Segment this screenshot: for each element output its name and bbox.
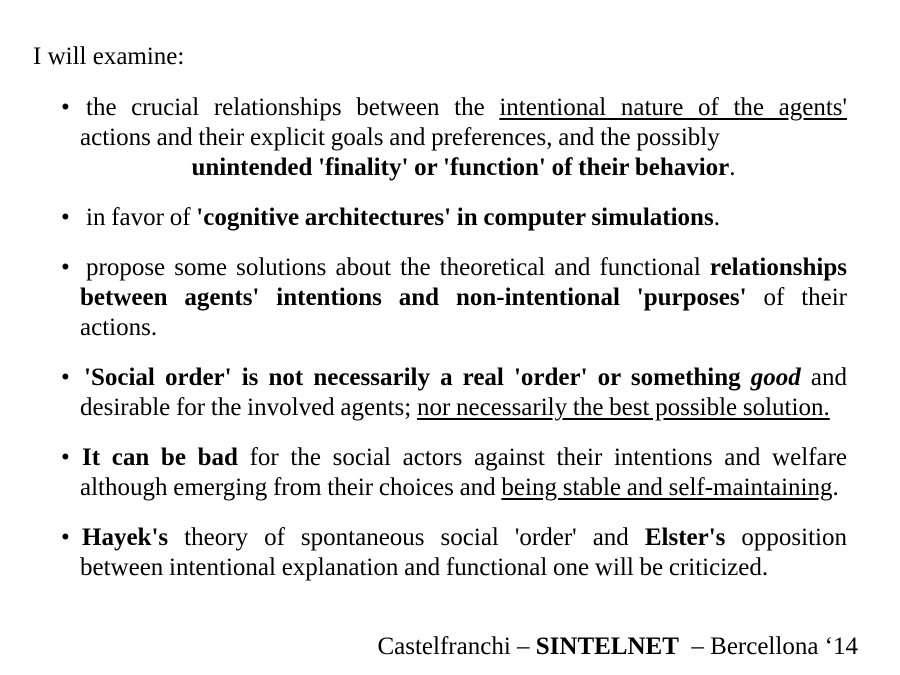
text-segment: Castelfranchi –	[377, 633, 536, 660]
footer-credit	[377, 632, 858, 662]
text-segment: opposition	[725, 524, 847, 551]
bullet-dot-icon: •	[61, 364, 70, 391]
text-line	[80, 203, 847, 233]
bullet-item	[61, 93, 848, 183]
text-segment: It can be bad	[82, 444, 238, 471]
text-line	[80, 553, 847, 583]
text-segment: and	[800, 364, 847, 391]
text-segment: theory of spontaneous social 'order' and	[168, 524, 645, 551]
bullet-list	[61, 93, 848, 603]
text-segment: .	[832, 474, 839, 501]
text-segment: .	[713, 204, 720, 231]
bullet-text	[80, 93, 847, 183]
text-segment: of their	[746, 284, 848, 311]
bullet-text	[80, 523, 847, 583]
text-segment: propose some solutions about the theoretical and functional	[86, 254, 710, 281]
text-segment: 'Social order' is not necessarily a real 'order' or something	[84, 364, 751, 391]
bullet-dot-icon: •	[61, 94, 70, 121]
bullet-text	[80, 253, 847, 343]
bullet-text	[80, 203, 847, 233]
bullet-dot-icon: •	[61, 254, 70, 281]
text-segment: between intentional explanation and functional one will be criticized.	[80, 554, 769, 581]
slide-intro-text: I will examine:	[33, 43, 185, 70]
text-segment: good	[750, 364, 801, 391]
text-segment: relationships	[709, 254, 847, 281]
text-segment: being stable and self-maintaining	[501, 474, 833, 501]
text-segment: between agents' intentions and non-intentional 'purposes'	[80, 284, 747, 311]
text-segment: SINTELNET	[535, 633, 679, 660]
text-segment: although emerging from their choices and	[80, 474, 502, 501]
bullet-dot-icon: •	[61, 204, 70, 231]
text-segment: actions and their explicit goals and preferences, and the possibly	[80, 124, 720, 151]
text-line	[80, 393, 847, 423]
text-segment: .	[729, 154, 736, 181]
bullet-item	[61, 253, 848, 343]
text-segment: desirable for the involved agents;	[80, 394, 417, 421]
text-segment: 'cognitive architectures' in computer simulations	[196, 204, 714, 231]
bullet-item	[61, 523, 847, 583]
text-line	[80, 93, 847, 123]
text-line	[80, 523, 847, 553]
text-segment: nor necessarily the best possible solution.	[416, 394, 830, 421]
text-segment: unintended 'finality' or 'function' of their behavior	[191, 154, 730, 181]
bullet-text	[80, 443, 847, 503]
text-line	[80, 153, 847, 183]
text-segment: the crucial relationships between the	[86, 94, 500, 121]
text-segment: for the social actors against their intentions and welfare	[237, 444, 847, 471]
text-segment: Elster's	[644, 524, 726, 551]
text-line	[80, 363, 847, 393]
text-segment: intentional nature of the agents'	[499, 94, 848, 121]
bullet-dot-icon: •	[61, 524, 70, 551]
text-segment: – Bercellona ‘14	[678, 633, 858, 660]
text-line	[80, 443, 847, 473]
bullet-dot-icon: •	[61, 444, 70, 471]
text-segment: in favor of	[86, 204, 197, 231]
text-line	[80, 473, 847, 503]
text-line	[80, 123, 847, 153]
text-segment: actions.	[80, 314, 158, 341]
text-line	[80, 313, 847, 343]
text-segment: Hayek's	[82, 524, 169, 551]
bullet-item	[61, 363, 847, 423]
bullet-item	[61, 443, 847, 503]
bullet-item	[61, 203, 847, 233]
text-line	[80, 283, 847, 313]
bullet-text	[80, 363, 847, 423]
text-line	[80, 253, 847, 283]
